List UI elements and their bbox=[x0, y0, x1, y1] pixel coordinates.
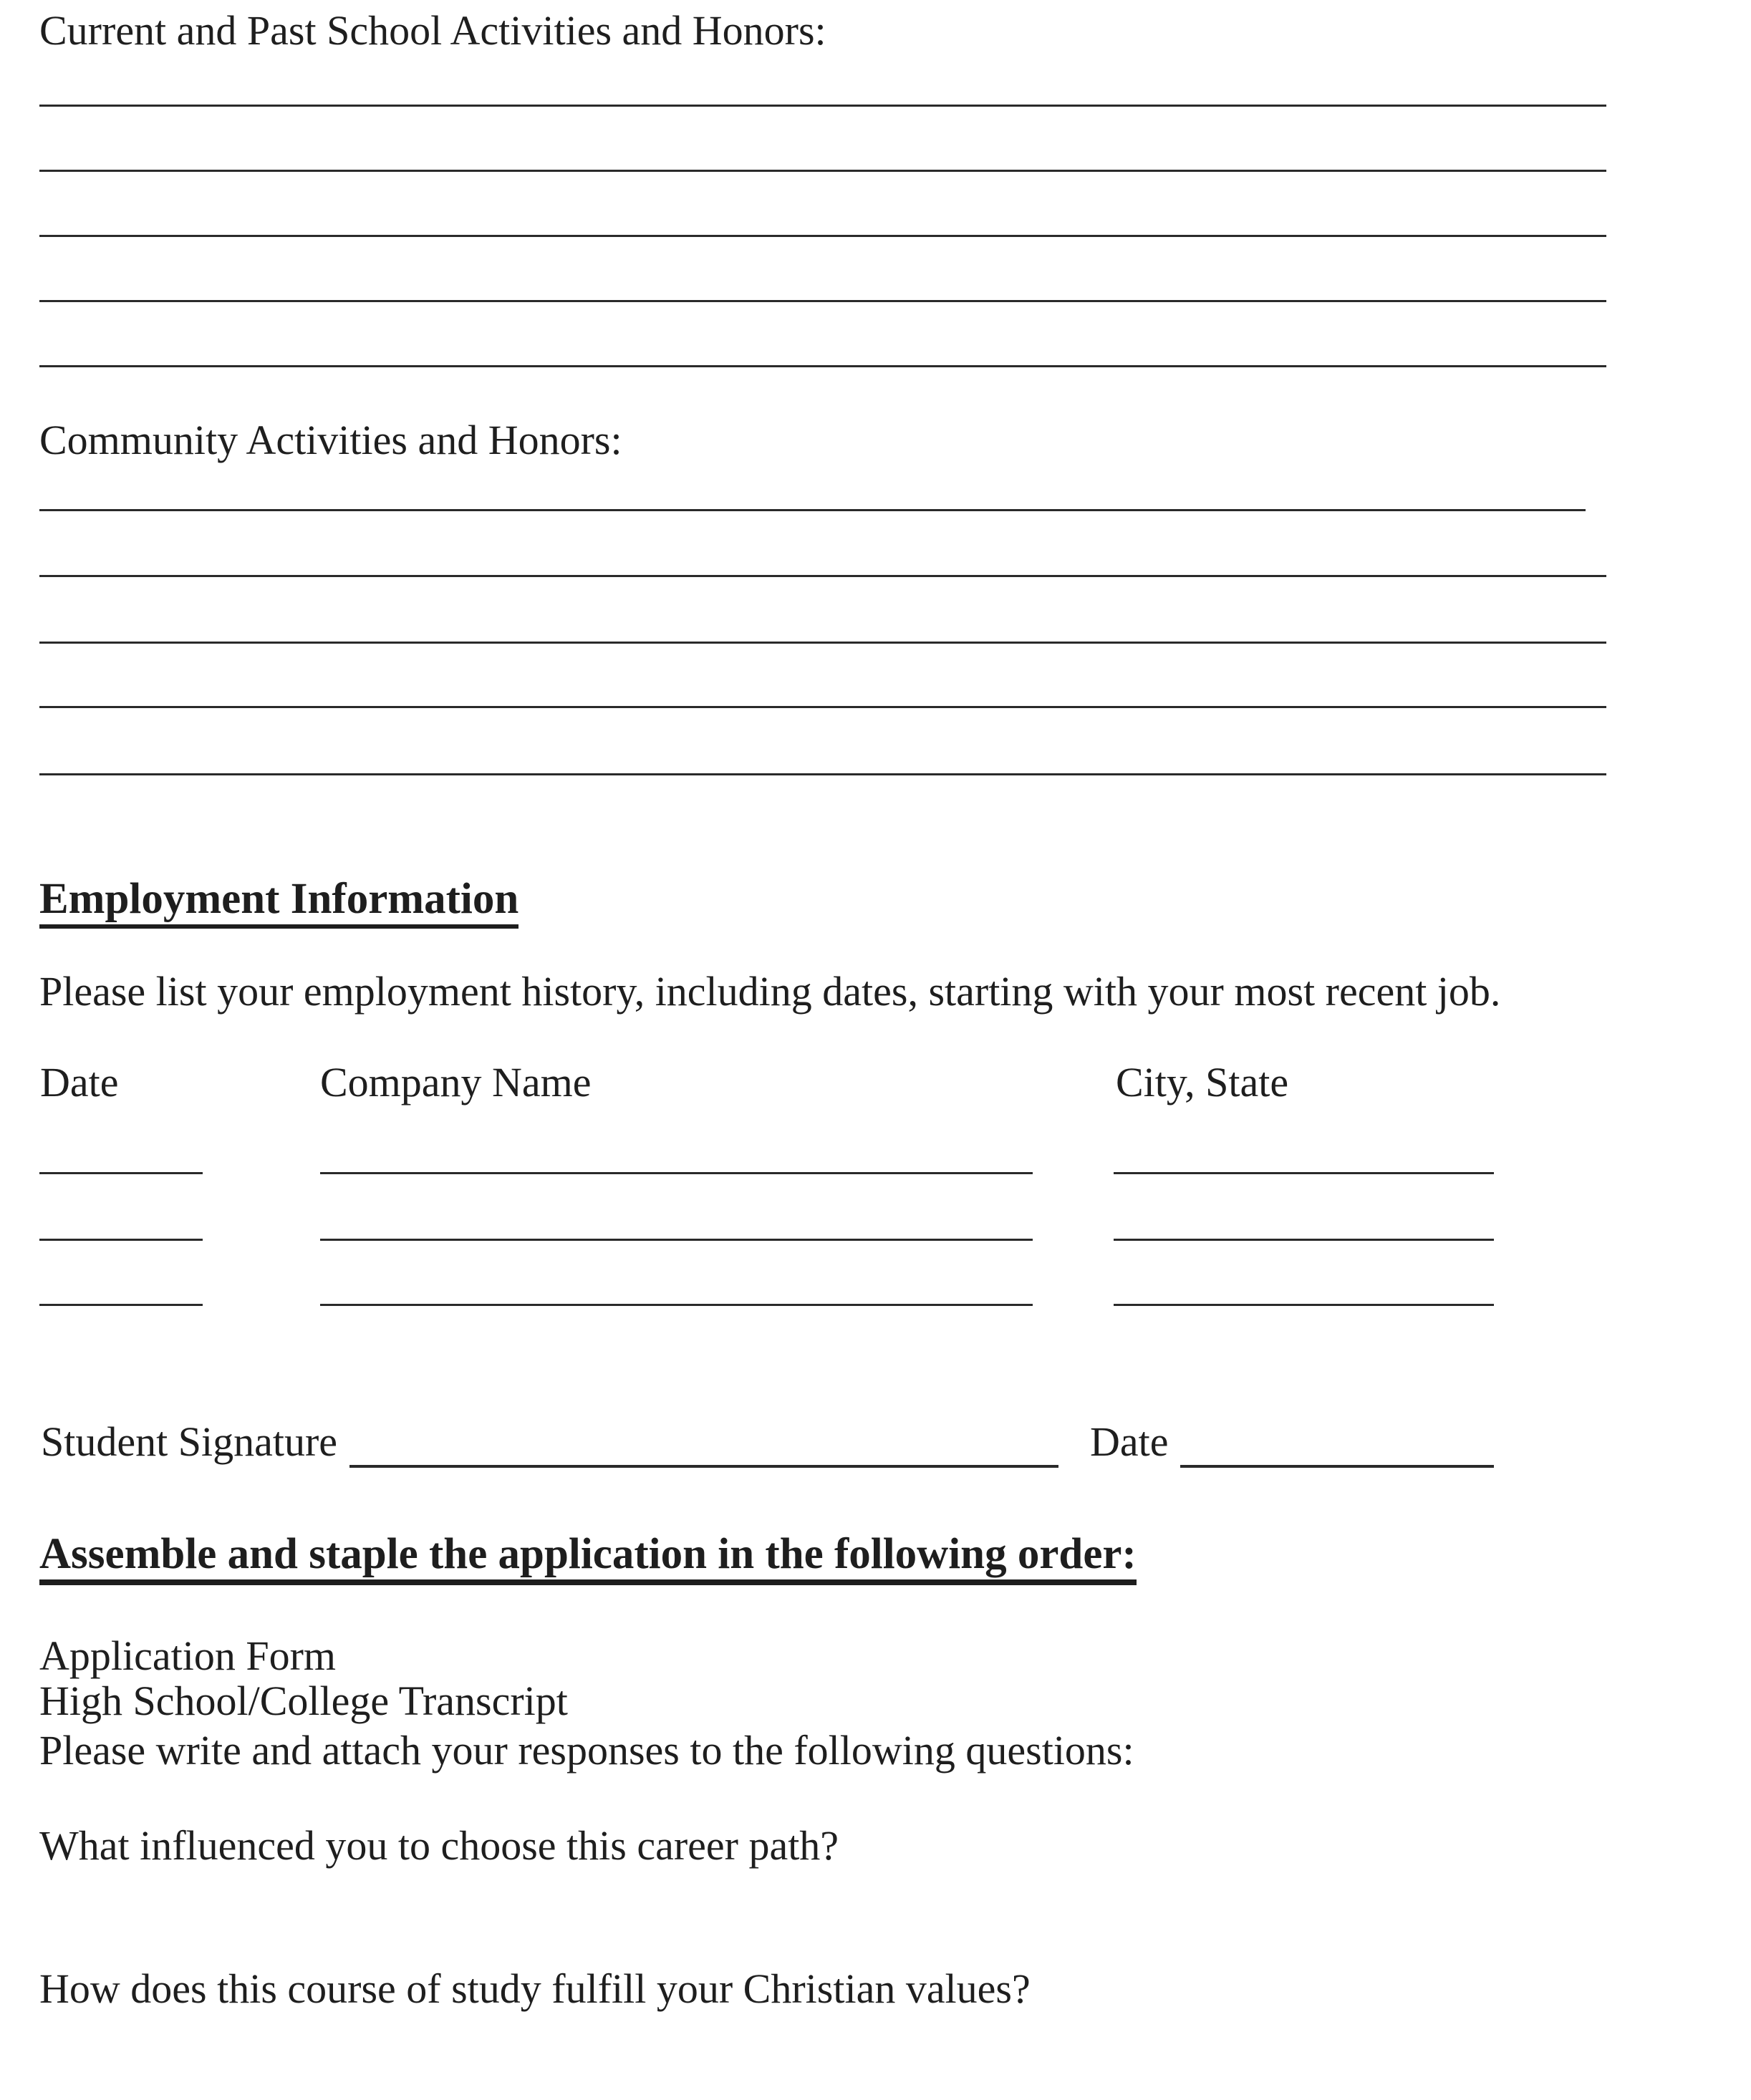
employment-row-city-line bbox=[1114, 1172, 1494, 1174]
assembly-item-transcript: High School/College Transcript bbox=[39, 1678, 568, 1724]
school-activities-write-line bbox=[39, 300, 1606, 302]
assembly-item-application-form: Application Form bbox=[39, 1632, 337, 1679]
community-activities-write-line bbox=[39, 773, 1606, 775]
employment-row-company-line bbox=[320, 1172, 1033, 1174]
employment-row-company-line bbox=[320, 1239, 1033, 1241]
signature-date-label: Date bbox=[1090, 1418, 1169, 1465]
school-activities-write-line bbox=[39, 365, 1606, 367]
employment-row-date-line bbox=[39, 1172, 203, 1174]
employment-instructions: Please list your employment history, including dates, starting with your most recent job. bbox=[39, 968, 1501, 1015]
school-activities-write-line bbox=[39, 105, 1606, 107]
community-activities-write-line bbox=[39, 706, 1606, 708]
student-signature-line bbox=[349, 1465, 1058, 1468]
employment-row-city-line bbox=[1114, 1304, 1494, 1306]
community-activities-write-line bbox=[39, 575, 1606, 577]
school-activities-write-line bbox=[39, 170, 1606, 172]
community-activities-write-line bbox=[39, 509, 1586, 511]
employment-row-date-line bbox=[39, 1304, 203, 1306]
assembly-heading: Assemble and staple the application in the following order: bbox=[39, 1529, 1137, 1585]
question-career-path: What influenced you to choose this career path? bbox=[39, 1822, 839, 1869]
school-activities-heading: Current and Past School Activities and Honors: bbox=[39, 7, 826, 54]
question-christian-values: How does this course of study fulfill your Christian values? bbox=[39, 1965, 1031, 2012]
employment-column-company: Company Name bbox=[320, 1059, 592, 1105]
assembly-item-responses: Please write and attach your responses to the following questions: bbox=[39, 1727, 1134, 1774]
school-activities-write-line bbox=[39, 235, 1606, 237]
employment-column-date: Date bbox=[40, 1059, 119, 1105]
signature-date-line bbox=[1180, 1465, 1494, 1468]
community-activities-write-line bbox=[39, 642, 1606, 644]
employment-information-heading: Employment Information bbox=[39, 874, 518, 929]
student-signature-label: Student Signature bbox=[41, 1418, 338, 1465]
employment-row-company-line bbox=[320, 1304, 1033, 1306]
community-activities-heading: Community Activities and Honors: bbox=[39, 417, 622, 463]
employment-column-city-state: City, State bbox=[1116, 1059, 1289, 1105]
employment-row-city-line bbox=[1114, 1239, 1494, 1241]
employment-row-date-line bbox=[39, 1239, 203, 1241]
